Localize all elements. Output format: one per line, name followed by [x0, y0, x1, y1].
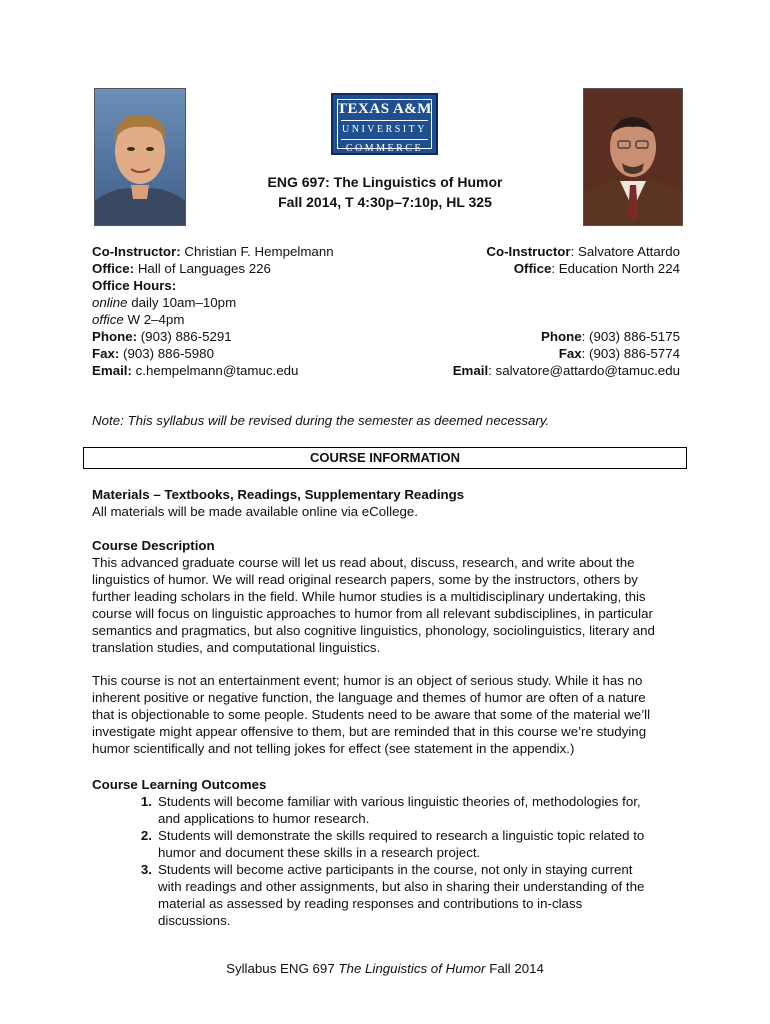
label: Fax — [558, 346, 582, 361]
label: Office Hours: — [92, 278, 177, 293]
outcome-item — [92, 827, 692, 861]
logo-line-1: TEXAS A&M — [337, 101, 432, 117]
text-line: This course is not an entertainment event; humor is an object of serious study. While it has no — [92, 673, 643, 688]
label: Email — [452, 363, 489, 378]
hours-office-label: office — [92, 312, 124, 327]
materials-section — [92, 486, 692, 520]
instructor-info-right — [453, 243, 680, 379]
text-line: further leading scholars in the field. While humor studies is a multidisciplinary undertaking, this — [92, 589, 646, 604]
outcome-number: 2. — [140, 828, 152, 843]
description-paragraph-2 — [92, 672, 692, 757]
label: Phone — [541, 329, 582, 344]
description-section — [92, 537, 692, 757]
description-heading: Course Description — [92, 538, 215, 553]
email-address[interactable]: : salvatore@attardo@tamuc.edu — [488, 363, 680, 378]
logo-line-2: UNIVERSITY — [342, 124, 427, 135]
course-title-line-1: ENG 697: The Linguistics of Humor — [267, 174, 503, 190]
label: Fax: — [92, 346, 120, 361]
coinstructor-name: : Salvatore Attardo — [570, 244, 680, 259]
text-line: material as assessed by reading responses and contributions to in-class — [158, 896, 583, 911]
fax-number: (903) 886-5980 — [119, 346, 214, 361]
fax-number: : (903) 886-5774 — [581, 346, 680, 361]
course-information-heading: COURSE INFORMATION — [83, 447, 687, 469]
label: Phone: — [92, 329, 138, 344]
office-location: Hall of Languages 226 — [134, 261, 271, 276]
text-line: This advanced graduate course will let us read about, discuss, research, and write about the — [92, 555, 635, 570]
label: Co-Instructor — [486, 244, 571, 259]
page-footer — [0, 961, 770, 976]
office-location: : Education North 224 — [551, 261, 680, 276]
course-title — [0, 172, 770, 212]
instructor-info-left — [92, 243, 334, 379]
materials-text: All materials will be made available online via eCollege. — [92, 504, 418, 519]
footer-course-name: The Linguistics of Humor — [338, 961, 486, 976]
text-line: humor and document these skills in a research project. — [158, 845, 481, 860]
text-line: Students will become active participants in the course, not only in staying current — [158, 862, 633, 877]
coinstructor-name: Christian F. Hempelmann — [180, 244, 334, 259]
text-line: that is objectionable to some people. Students need to be aware that some of the material we’ll — [92, 707, 651, 722]
outcomes-heading: Course Learning Outcomes — [92, 777, 267, 792]
syllabus-note: Note: This syllabus will be revised during the semester as deemed necessary. — [92, 413, 550, 428]
outcome-number: 3. — [140, 862, 152, 877]
text-line: semantics and pragmatics, but also cognitive linguistics, phonology, sociolinguistics, literary and — [92, 623, 655, 638]
footer-prefix: Syllabus ENG 697 — [226, 961, 339, 976]
text-line: translation studies, and computational linguistics. — [92, 640, 381, 655]
text-line: with readings and other assignments, but also in sharing their understanding of the — [158, 879, 645, 894]
phone-number: (903) 886-5291 — [137, 329, 232, 344]
label: Office: — [92, 261, 135, 276]
outcomes-section — [92, 776, 692, 929]
outcome-number: 1. — [140, 794, 152, 809]
hours-online-label: online — [92, 295, 128, 310]
outcome-item — [92, 793, 692, 827]
materials-heading: Materials – Textbooks, Readings, Supplementary Readings — [92, 487, 465, 502]
university-logo — [331, 93, 438, 155]
text-line: Students will become familiar with various linguistic theories of, methodologies for, — [158, 794, 641, 809]
text-line: linguistics of humor. We will read original research papers, some by the instructors, others by — [92, 572, 638, 587]
label: Office — [513, 261, 552, 276]
label: Co-Instructor: — [92, 244, 181, 259]
text-line: investigate might appear offensive to them, but are reminded that in this course we’re studying — [92, 724, 647, 739]
text-line: humor scientifically and not telling jokes for effect (see statement in the appendix.) — [92, 741, 575, 756]
text-line: discussions. — [158, 913, 231, 928]
label: Email: — [92, 363, 132, 378]
phone-number: : (903) 886-5175 — [581, 329, 680, 344]
text-line: course will focus on linguistic approaches to humor from all relevant subdisciplines, in particular — [92, 606, 653, 621]
text-line: inherent positive or negative function, the language and themes of humor are often of a nature — [92, 690, 646, 705]
text-line: Students will demonstrate the skills required to research a linguistic topic related to — [158, 828, 645, 843]
outcome-item — [92, 861, 692, 929]
text-line: and applications to humor research. — [158, 811, 370, 826]
hours-office-value: W 2–4pm — [123, 312, 185, 327]
hours-online-value: daily 10am–10pm — [127, 295, 237, 310]
footer-suffix: Fall 2014 — [485, 961, 544, 976]
email-address[interactable]: c.hempelmann@tamuc.edu — [131, 363, 299, 378]
logo-line-3: COMMERCE — [345, 143, 424, 154]
description-paragraph-1 — [92, 554, 692, 656]
course-title-line-2: Fall 2014, T 4:30p–7:10p, HL 325 — [278, 194, 492, 210]
